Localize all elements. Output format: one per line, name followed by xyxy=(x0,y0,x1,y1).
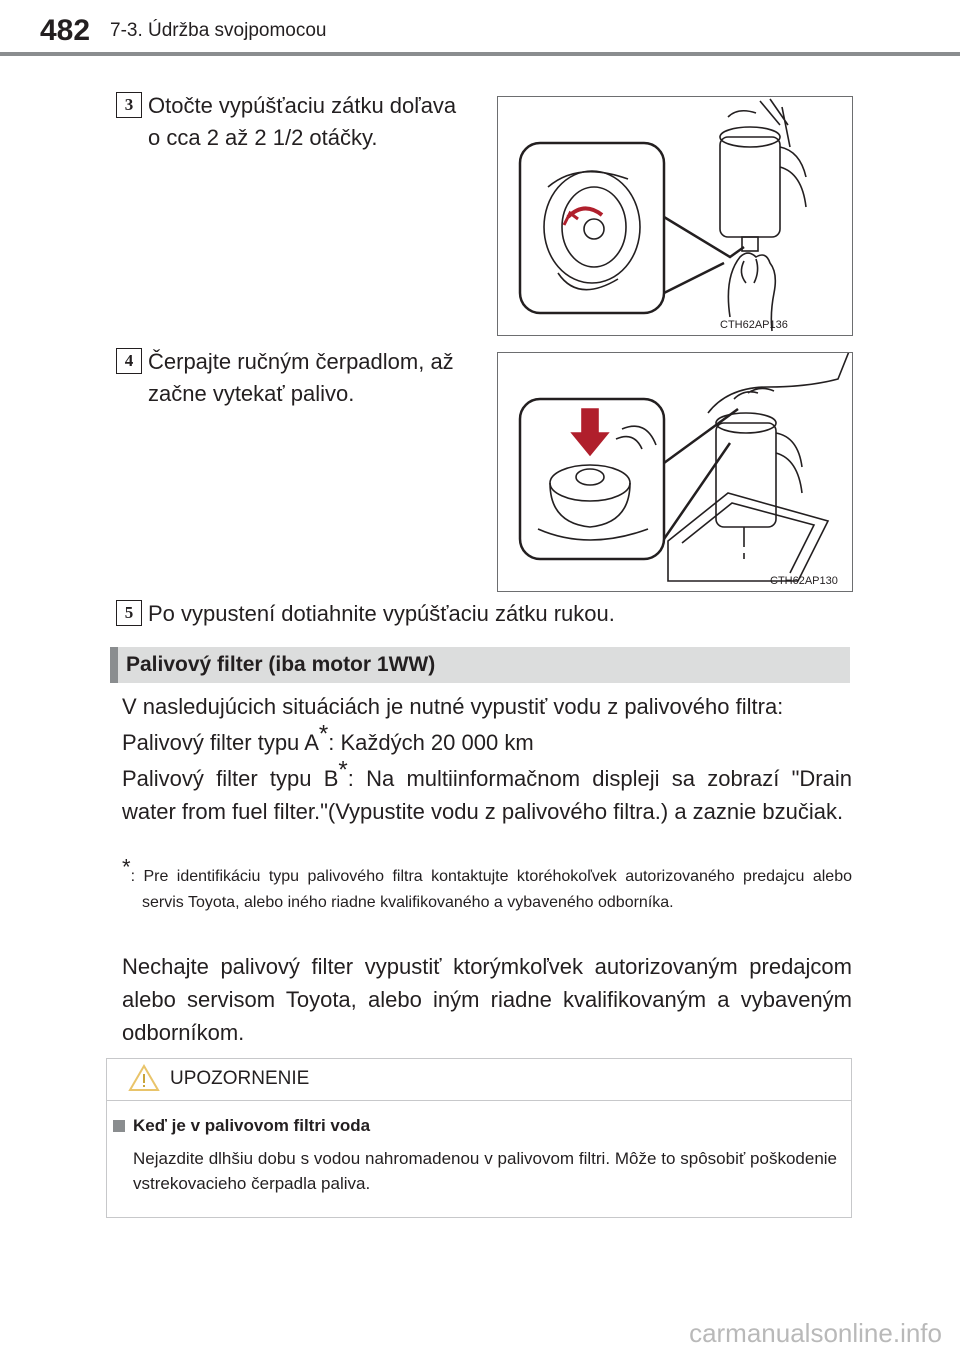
figure-drain-plug xyxy=(497,96,853,336)
intro-paragraph: V nasledujúcich situáciách je nutné vypustiť vodu z palivového filtra: xyxy=(122,694,784,719)
header-rule xyxy=(0,52,960,56)
step-3-line-1: Otočte vypúšťaciu zátku doľava xyxy=(148,93,457,118)
figure-code: CTH62AP130 xyxy=(770,575,838,587)
fuel-filter-drain-illustration xyxy=(498,97,852,335)
square-bullet-icon xyxy=(113,1120,125,1132)
step-3-text xyxy=(148,90,456,154)
type-a-paragraph xyxy=(122,720,852,759)
figure-code: CTH62AP136 xyxy=(720,319,788,331)
warning-title: UPOZORNENIE xyxy=(170,1068,310,1089)
hand-pump-illustration xyxy=(498,353,852,591)
warning-divider xyxy=(106,1100,852,1101)
closing-paragraph: Nechajte palivový filter vypustiť ktorýmkoľvek autorizovaným predajcom alebo servisom Toyota, alebo iným riadne kvalifikovaným a vybaveným odborníkom. xyxy=(122,954,852,1045)
step-4-number: 4 xyxy=(116,348,142,374)
type-b-paragraph xyxy=(122,756,852,828)
footnote-asterisk: * xyxy=(122,854,131,880)
page-number: 482 xyxy=(40,14,91,47)
step-3-number: 3 xyxy=(116,92,142,118)
watermark: carmanualsonline.info xyxy=(689,1318,942,1348)
step-4-line-1: Čerpajte ručným čerpadlom, až xyxy=(148,349,454,374)
asterisk-marker: * xyxy=(318,720,329,748)
step-5-text: Po vypustení dotiahnite vypúšťaciu zátku rukou. xyxy=(148,601,615,626)
footnote-text: : Pre identifikáciu typu palivového filtra kontaktujte ktoréhokoľvek autorizovaného predajcu alebo servis Toyota, alebo iného riadne kvalifikovaného a vybaveného odborníka. xyxy=(130,868,852,911)
step-3-line-2: o cca 2 až 2 1/2 otáčky. xyxy=(148,125,378,150)
warning-triangle-icon xyxy=(128,1064,160,1092)
type-a-text: : Každých 20 000 km xyxy=(328,730,534,755)
section-title: 7-3. Údržba svojpomocou xyxy=(110,20,327,41)
footnote xyxy=(122,854,852,916)
step-5-number: 5 xyxy=(116,600,142,626)
type-b-text: : Na multiinformačnom displeji sa zobrazí "Drain water from fuel filter."(Vypustite vodu z palivového filtra.) a zaznie bzučiak. xyxy=(122,766,852,824)
warning-text: Nejazdite dlhšiu dobu s vodou nahromadenou v palivovom filtri. Môže to spôsobiť poškodenie vstrekovacieho čerpadla paliva. xyxy=(133,1149,837,1193)
type-b-prefix: Palivový filter typu B xyxy=(122,766,339,791)
asterisk-marker: * xyxy=(338,756,348,784)
section-band-title: Palivový filter (iba motor 1WW) xyxy=(126,653,436,676)
type-a-prefix: Palivový filter typu A xyxy=(122,730,319,755)
step-4-line-2: začne vytekať palivo. xyxy=(148,381,355,406)
figure-hand-pump xyxy=(497,352,853,592)
step-4-text xyxy=(148,346,454,410)
warning-subtitle: Keď je v palivovom filtri voda xyxy=(133,1116,371,1135)
